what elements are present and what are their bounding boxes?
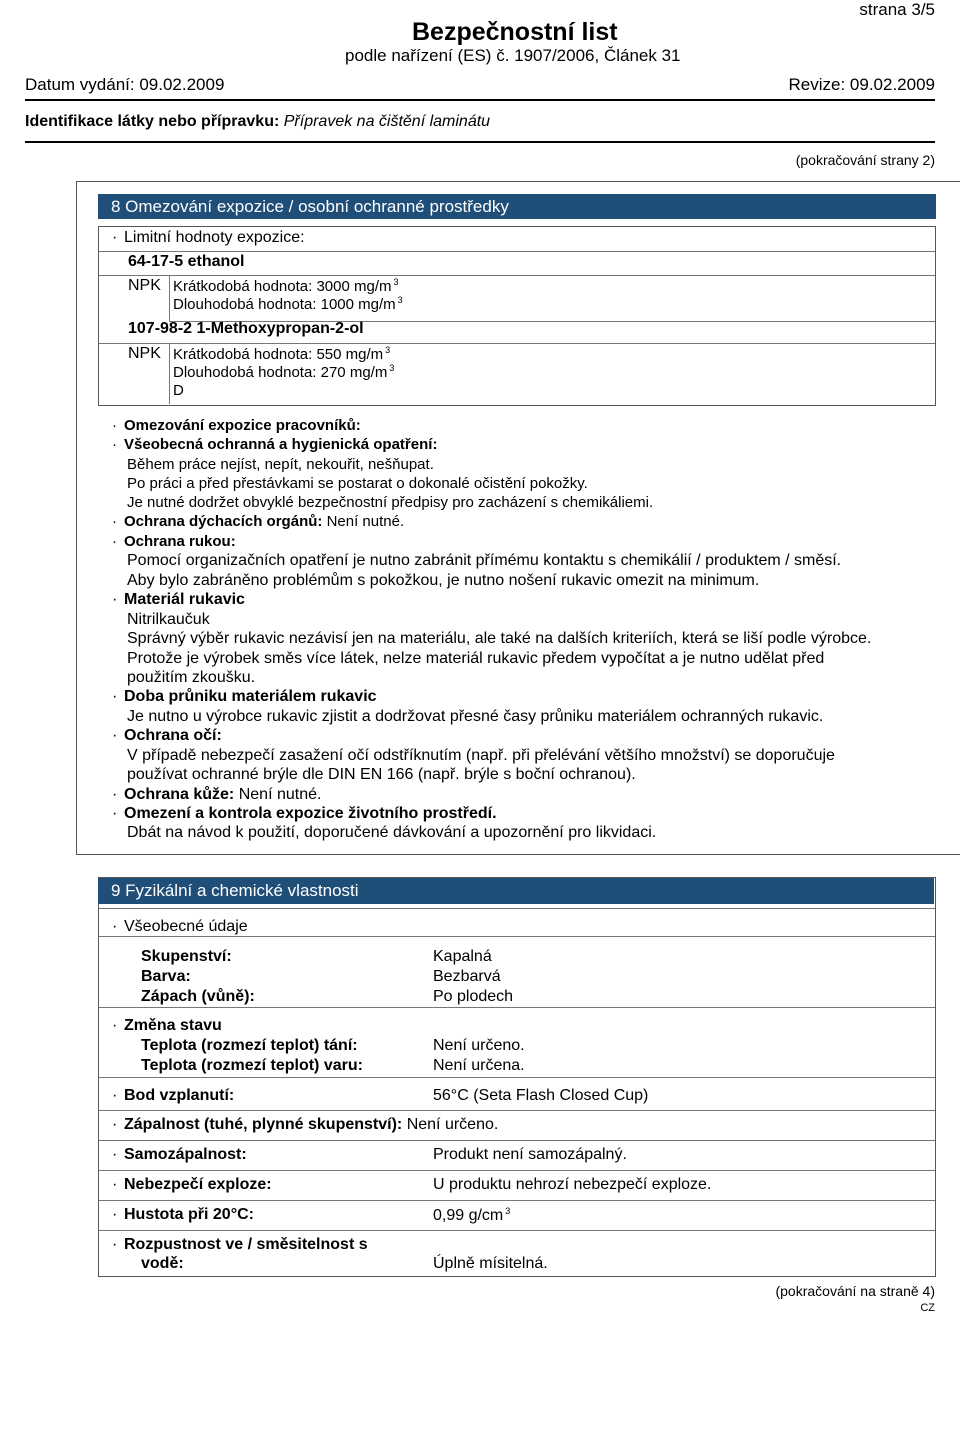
penetration-heading: · Doba průniku materiálem rukavic	[112, 688, 377, 705]
density: · Hustota při 20°C:	[112, 1206, 254, 1223]
eyes-line-2: používat ochranné brýle dle DIN EN 166 (např. brýle s boční ochranou).	[127, 766, 636, 783]
substance-2-type: NPK	[128, 345, 161, 362]
limits-heading: · Limitní hodnoty expozice:	[112, 229, 305, 246]
general-line-1: Během práce nejíst, nepít, nekouřit, nešňupat.	[127, 456, 434, 473]
substance-1-name: 64-17-5 ethanol	[128, 253, 245, 270]
env-line: Dbát na návod k použití, doporučené dávkování a upozornění pro likvidaci.	[127, 824, 657, 841]
substance-1-long: Dlouhodobá hodnota: 1000 mg/m $^3$	[173, 295, 403, 313]
state-heading: · Změna stavu	[112, 1017, 222, 1034]
flash-point: · Bod vzplanutí:	[112, 1087, 235, 1104]
env-heading: · Omezení a kontrola expozice životního prostředí.	[112, 805, 497, 822]
identification	[25, 113, 490, 131]
self-ignition: · Samozápalnost:	[112, 1146, 247, 1163]
substance-1-short: Krátkodobá hodnota: 3000 mg/m $^3$	[173, 277, 399, 295]
document-title: Bezpečnostní list	[412, 18, 618, 46]
color-value: Bezbarvá	[433, 968, 501, 985]
identification-value: Přípravek na čištění laminátu	[283, 113, 491, 130]
substance-1-type: NPK	[128, 277, 161, 294]
glove-material-line-1: Nitrilkaučuk	[127, 611, 210, 628]
solubility-label-2: vodě:	[141, 1255, 184, 1272]
language-code: CZ	[920, 1302, 935, 1314]
glove-material-line-3: Protože je výrobek směs více látek, nelze materiál rukavic předem vypočítat a je nutno udělat před	[127, 650, 825, 667]
hands-line-2: Aby bylo zabráněno problémům s pokožkou, je nutno nošení rukavic omezit na minimum.	[127, 572, 760, 589]
flash-point-value: 56°C (Seta Flash Closed Cup)	[433, 1087, 649, 1104]
page-number: strana 3/5	[859, 0, 935, 19]
explosion: · Nebezpečí exploze:	[112, 1176, 272, 1193]
worker-heading: · Omezování expozice pracovníků:	[112, 417, 361, 434]
identification-rule	[25, 141, 935, 143]
melting-value: Není určeno.	[433, 1037, 525, 1054]
document-subtitle: podle nařízení (ES) č. 1907/2006, Článek 31	[345, 46, 681, 65]
general-heading: · Všeobecná ochranná a hygienická opatření:	[112, 436, 438, 453]
issue-date: Datum vydání: 09.02.2009	[25, 75, 225, 94]
explosion-value: U produktu nehrozí nebezpečí exploze.	[433, 1176, 712, 1193]
solubility: · Rozpustnost ve / směsitelnost s	[112, 1236, 368, 1253]
color-label: Barva:	[141, 968, 191, 985]
hands-heading: · Ochrana rukou:	[112, 533, 236, 550]
general-line-2: Po práci a před přestávkami se postarat o dokonalé očistění pokožky.	[127, 475, 588, 492]
eyes-heading: · Ochrana očí:	[112, 727, 222, 744]
substance-2-long: Dlouhodobá hodnota: 270 mg/m $^3$	[173, 363, 395, 381]
respiratory: · Ochrana dýchacích orgánů: Není nutné.	[112, 513, 405, 530]
header-rule	[25, 99, 935, 101]
skin: · Ochrana kůže: Není nutné.	[112, 786, 322, 803]
substance-2-name: 107-98-2 1-Methoxypropan-2-ol	[128, 320, 364, 337]
melting-label: Teplota (rozmezí teplot) tání:	[141, 1037, 358, 1054]
self-ignition-value: Produkt není samozápalný.	[433, 1146, 627, 1163]
section-9-title: 9 Fyzikální a chemické vlastnosti	[98, 878, 934, 904]
form-value: Kapalná	[433, 948, 492, 965]
eyes-line-1: V případě nebezpečí zasažení očí odstříknutím (např. při přelévání většího množství) se doporučuje	[127, 747, 835, 764]
penetration-line: Je nutno u výrobce rukavic zjistit a dodržovat přesné časy průniku materiálem ochranných rukavic.	[127, 708, 824, 725]
continued-to: (pokračování na straně 4)	[775, 1283, 935, 1299]
substance-2-short: Krátkodobá hodnota: 550 mg/m $^3$	[173, 345, 391, 363]
solubility-value: Úplně mísitelná.	[433, 1255, 548, 1272]
density-value: 0,99 g/cm $^3$	[433, 1206, 511, 1224]
flammability: · Zápalnost (tuhé, plynné skupenství): Není určeno.	[112, 1116, 499, 1133]
boiling-label: Teplota (rozmezí teplot) varu:	[141, 1057, 363, 1074]
glove-material-heading: · Materiál rukavic	[112, 591, 245, 608]
identification-label: Identifikace látky nebo přípravku:	[25, 113, 280, 130]
general-line-3: Je nutné dodržet obvyklé bezpečnostní předpisy pro zacházení s chemikáliemi.	[127, 494, 654, 511]
substance-2-extra: D	[173, 382, 184, 399]
glove-material-line-4: použitím zkoušku.	[127, 669, 256, 686]
odor-label: Zápach (vůně):	[141, 988, 255, 1005]
general-data-heading: · Všeobecné údaje	[112, 918, 248, 935]
section-8-title: 8 Omezování expozice / osobní ochranné prostředky	[98, 194, 936, 219]
boiling-value: Není určena.	[433, 1057, 525, 1074]
odor-value: Po plodech	[433, 988, 514, 1005]
continued-from: (pokračování strany 2)	[795, 152, 935, 168]
revision-date: Revize: 09.02.2009	[788, 75, 935, 94]
form-label: Skupenství:	[141, 948, 232, 965]
glove-material-line-2: Správný výběr rukavic nezávisí jen na materiálu, ale také na dalších kriteriích, která se liší podle výrobce.	[127, 630, 872, 647]
hands-line-1: Pomocí organizačních opatření je nutno zabránit přímému kontaktu s chemikálií / produktem / směsí.	[127, 552, 842, 569]
